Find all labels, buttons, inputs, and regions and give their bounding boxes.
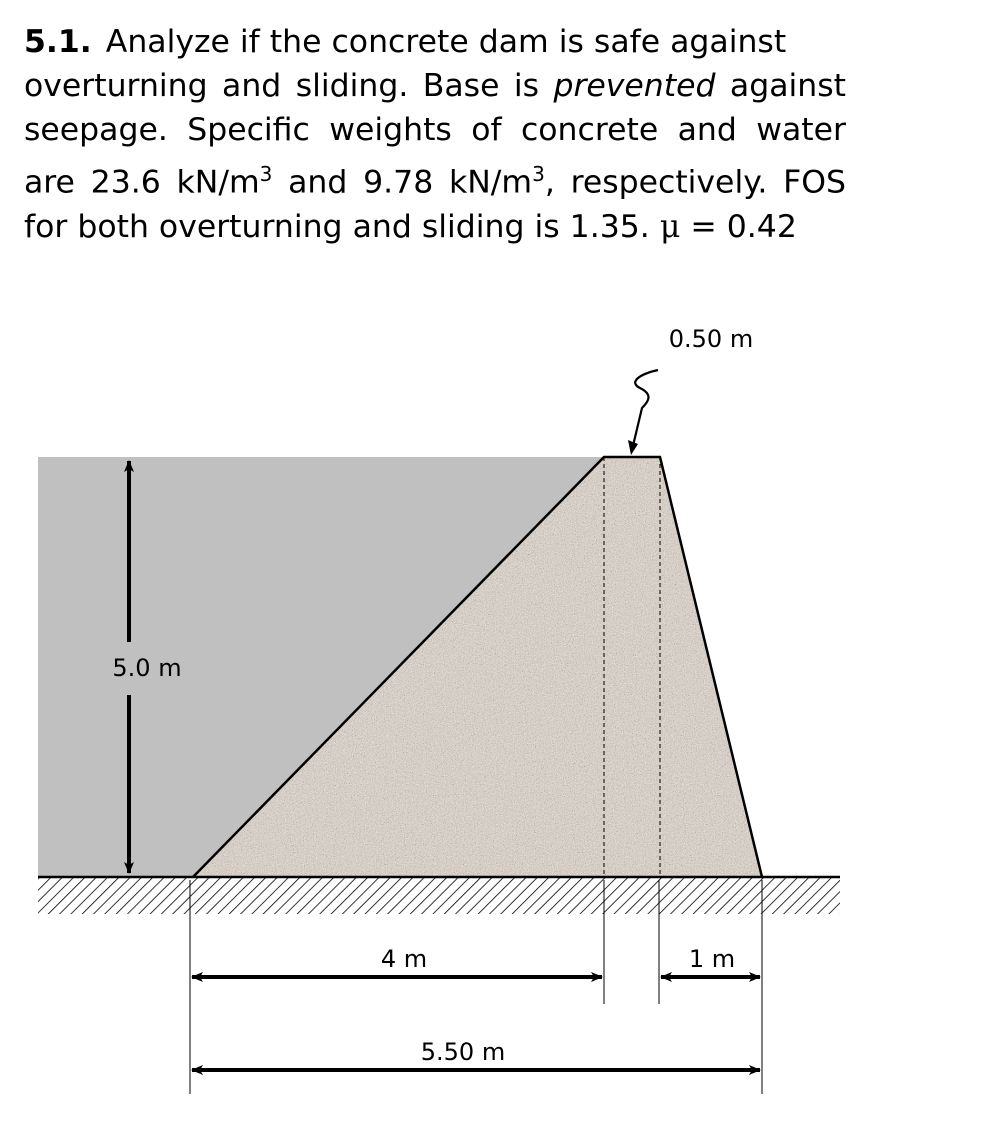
cube-superscript-1: 3 <box>259 162 273 186</box>
problem-line-4-a: are 23.6 kN/m <box>24 164 260 201</box>
problem-line-4-b: and 9.78 kN/m <box>272 164 533 201</box>
crest-leader-arrowhead <box>628 440 638 455</box>
total-base-label: 5.50 m <box>420 1038 506 1066</box>
emphasis-prevented: prevented <box>553 68 716 104</box>
mu-symbol: μ <box>659 208 681 245</box>
crest-leader-squiggle <box>632 370 658 450</box>
water-height-label: 5.0 m <box>112 654 182 682</box>
upstream-base-label: 4 m <box>380 945 428 973</box>
problem-line-3: seepage. Specific weights of concrete and water <box>24 112 846 148</box>
ground-hatch <box>38 877 840 914</box>
problem-line-4-c: , respectively. FOS <box>544 164 846 201</box>
crest-width-label: 0.50 m <box>668 325 754 353</box>
problem-number: 5.1. <box>24 24 92 60</box>
problem-line-2-b: against <box>729 68 847 104</box>
downstream-base-label: 1 m <box>688 945 736 973</box>
problem-line-5-b: = 0.42 <box>690 208 797 245</box>
problem-line-5-a: for both overturning and sliding is 1.35. <box>24 208 650 245</box>
problem-line-2-a: overturning and sliding. Base is <box>24 68 540 104</box>
problem-line-1-text: Analyze if the concrete dam is safe against <box>105 24 787 60</box>
cube-superscript-2: 3 <box>532 162 545 186</box>
